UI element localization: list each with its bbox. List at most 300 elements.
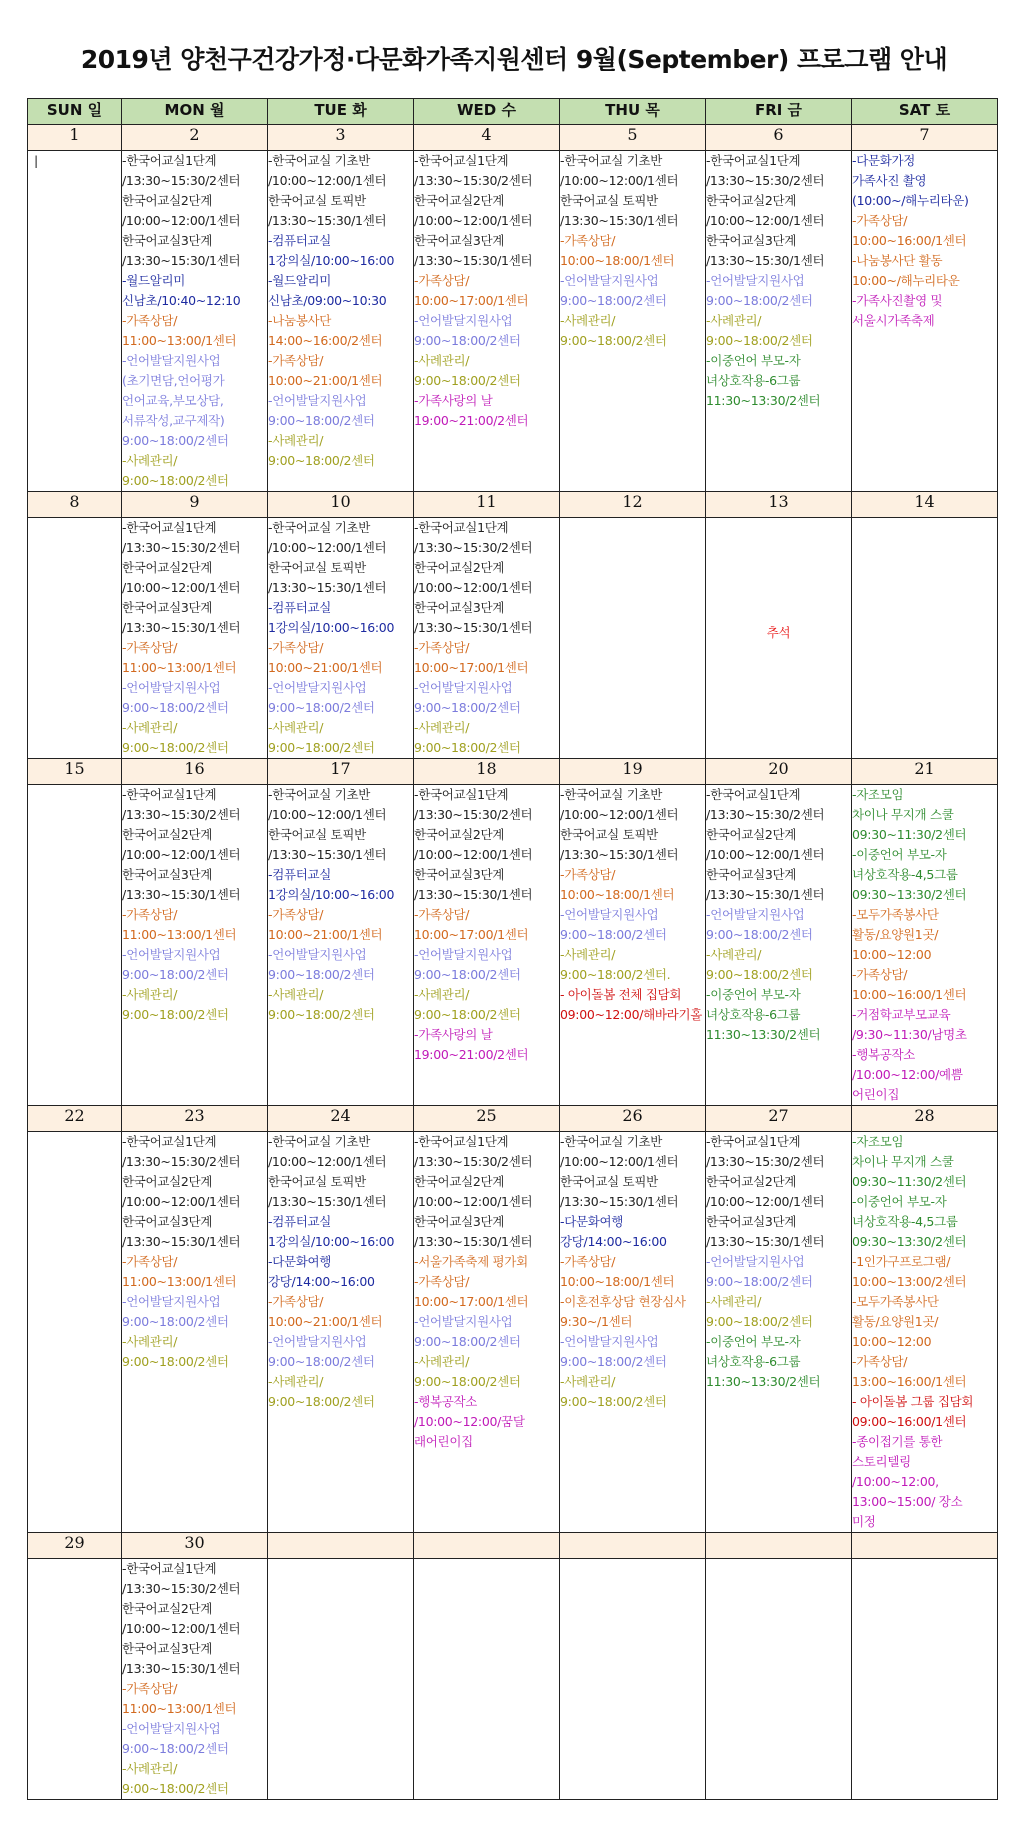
date-mon: 16 xyxy=(122,759,268,785)
event-line: 10:00~18:00/1센터 xyxy=(560,253,675,268)
day-cell-sun xyxy=(28,1132,122,1533)
event-line: -컴퓨터교실 xyxy=(268,600,332,615)
day-cell-tue xyxy=(268,151,414,492)
event-line: -사례관리/ xyxy=(414,987,470,1002)
event-line: 9:30~/1센터 xyxy=(560,1314,633,1329)
event-line: -언어발달지원사업 xyxy=(414,947,513,962)
header-sun: SUN 일 xyxy=(28,99,122,125)
event-line: -가족상담/ xyxy=(852,1354,908,1369)
event-line: 신남초/09:00~10:30 xyxy=(268,293,387,308)
day-cell-thu xyxy=(560,518,706,759)
header-fri: FRI 금 xyxy=(706,99,852,125)
event-line: 9:00~18:00/2센터 xyxy=(560,293,667,308)
date-wed: 11 xyxy=(414,492,560,518)
event-line: -한국어교실 기초반 xyxy=(560,153,663,168)
event-line: /10:00~12:00/꿈달 xyxy=(414,1414,525,1429)
event-line: /10:00~12:00/1센터 xyxy=(706,847,825,862)
event-line: -언어발달지원사업 xyxy=(268,393,367,408)
event-line: /13:30~15:30/2센터 xyxy=(122,540,241,555)
event-line: -나눔봉사단 xyxy=(268,313,332,328)
header-wed: WED 수 xyxy=(414,99,560,125)
event-line: 차이나 무지개 스쿨 xyxy=(852,807,954,822)
day-cell-thu xyxy=(560,785,706,1106)
day-cell-fri xyxy=(706,151,852,492)
event-line: /13:30~15:30/2센터 xyxy=(414,1154,533,1169)
event-line: /13:30~15:30/1센터 xyxy=(268,213,387,228)
event-line: /13:30~15:30/1센터 xyxy=(414,253,533,268)
event-line: 9:00~18:00/2센터 xyxy=(414,1334,521,1349)
event-line: /13:30~15:30/1센터 xyxy=(560,847,679,862)
event-line: 9:00~18:00/2센터 xyxy=(122,1314,229,1329)
event-line: /10:00~12:00/1센터 xyxy=(268,540,387,555)
event-line: /13:30~15:30/2센터 xyxy=(122,807,241,822)
event-line: -가족사랑의 날 xyxy=(414,1027,493,1042)
event-line: /13:30~15:30/2센터 xyxy=(706,1154,825,1169)
event-line: 11:00~13:00/1센터 xyxy=(122,660,237,675)
event-line: 10:00~12:00 xyxy=(852,1334,932,1349)
event-line: /13:30~15:30/2센터 xyxy=(122,1581,241,1596)
week-4-events-row xyxy=(28,1132,998,1533)
event-line: -이중언어 부모-자 xyxy=(852,1194,947,1209)
event-line: /13:30~15:30/2센터 xyxy=(414,173,533,188)
event-line: -언어발달지원사업 xyxy=(268,947,367,962)
event-line: -사례관리/ xyxy=(122,1334,178,1349)
event-line: -사례관리/ xyxy=(268,720,324,735)
event-line: 10:00~12:00 xyxy=(852,947,932,962)
event-line: -1인가구프로그램/ xyxy=(852,1254,951,1269)
day-cell-tue xyxy=(268,785,414,1106)
event-line: 9:00~18:00/2센터 xyxy=(560,1354,667,1369)
event-line: /13:30~15:30/1센터 xyxy=(268,847,387,862)
event-line: 1강의실/10:00~16:00 xyxy=(268,253,395,268)
event-line: 한국어교실2단계 xyxy=(122,560,213,575)
event-line: 09:30~13:30/2센터 xyxy=(852,1234,967,1249)
event-line: -언어발달지원사업 xyxy=(414,1314,513,1329)
day-cell-tue xyxy=(268,1132,414,1533)
week-4-date-row xyxy=(28,1106,998,1132)
event-line: 한국어교실3단계 xyxy=(122,233,213,248)
event-line: 9:00~18:00/2센터 xyxy=(268,967,375,982)
event-line: 9:00~18:00/2센터 xyxy=(414,373,521,388)
event-line: /13:30~15:30/2센터 xyxy=(122,173,241,188)
event-line: 13:00~16:00/1센터 xyxy=(852,1374,967,1389)
event-line: /13:30~15:30/2센터 xyxy=(122,1154,241,1169)
event-line: 9:00~18:00/2센터 xyxy=(414,700,521,715)
event-line: 한국어교실3단계 xyxy=(414,867,505,882)
event-line: 9:00~18:00/2센터 xyxy=(414,333,521,348)
event-line: -사례관리/ xyxy=(414,720,470,735)
event-line: -나눔봉사단 활동 xyxy=(852,253,943,268)
event-line: -이중언어 부모-자 xyxy=(706,1334,801,1349)
event-line: -가족사랑의 날 xyxy=(414,393,493,408)
event-line: -한국어교실1단계 xyxy=(706,1134,801,1149)
date-fri: 27 xyxy=(706,1106,852,1132)
event-line: /13:30~15:30/1센터 xyxy=(268,580,387,595)
event-line: -언어발달지원사업 xyxy=(414,680,513,695)
event-line: 10:00~21:00/1센터 xyxy=(268,927,383,942)
event-line: -가족상담/ xyxy=(560,233,616,248)
event-line: 한국어교실2단계 xyxy=(122,193,213,208)
date-sat: 7 xyxy=(852,125,998,151)
event-line: -한국어교실1단계 xyxy=(414,787,509,802)
event-line: -가족상담/ xyxy=(414,640,470,655)
event-line: -사례관리/ xyxy=(122,720,178,735)
event-line: -자조모임 xyxy=(852,1134,904,1149)
event-line: -사례관리/ xyxy=(414,1354,470,1369)
week-3-events-row xyxy=(28,785,998,1106)
event-line: -한국어교실1단계 xyxy=(122,787,217,802)
event-line: 가족사진 촬영 xyxy=(852,173,927,188)
date-wed: 25 xyxy=(414,1106,560,1132)
date-thu: 19 xyxy=(560,759,706,785)
event-line: /13:30~15:30/1센터 xyxy=(122,1661,241,1676)
event-line: -사례관리/ xyxy=(560,1374,616,1389)
day-cell-mon xyxy=(122,151,268,492)
event-line: -이중언어 부모-자 xyxy=(706,987,801,1002)
event-line: 서류작성,교구제작) xyxy=(122,413,225,428)
event-line: /10:00~12:00/1센터 xyxy=(268,807,387,822)
event-line: /10:00~12:00/1센터 xyxy=(560,173,679,188)
date-mon: 23 xyxy=(122,1106,268,1132)
event-line: 녀상호작용-6그룹 xyxy=(706,373,801,388)
event-line: /10:00~12:00/1센터 xyxy=(122,847,241,862)
event-line: - 아이돌봄 그룹 집담회 xyxy=(852,1394,974,1409)
event-line: 10:00~17:00/1센터 xyxy=(414,660,529,675)
event-line: -가족상담/ xyxy=(268,907,324,922)
event-line: 한국어교실2단계 xyxy=(706,1174,797,1189)
event-line: 10:00~16:00/1센터 xyxy=(852,987,967,1002)
event-line: /10:00~12:00/1센터 xyxy=(268,1154,387,1169)
event-line: -한국어교실 기초반 xyxy=(268,520,371,535)
event-line: 9:00~18:00/2센터 xyxy=(706,927,813,942)
event-line: -언어발달지원사업 xyxy=(560,273,659,288)
event-line: -가족상담/ xyxy=(122,640,178,655)
date-thu xyxy=(560,1533,706,1559)
event-line: /13:30~15:30/1센터 xyxy=(560,1194,679,1209)
event-line: -언어발달지원사업 xyxy=(560,907,659,922)
event-line: 한국어교실 토픽반 xyxy=(560,193,658,208)
event-line: /10:00~12:00, xyxy=(852,1474,939,1489)
date-fri: 13 xyxy=(706,492,852,518)
event-line: 한국어교실3단계 xyxy=(706,867,797,882)
event-line: -이혼전후상담 현장심사 xyxy=(560,1294,686,1309)
event-line: /10:00~12:00/1센터 xyxy=(706,1194,825,1209)
event-line: 한국어교실3단계 xyxy=(122,867,213,882)
event-line: 미정 xyxy=(852,1514,876,1529)
day-cell-thu xyxy=(560,151,706,492)
date-wed: 4 xyxy=(414,125,560,151)
event-line: /13:30~15:30/2센터 xyxy=(414,540,533,555)
event-line: -사례관리/ xyxy=(560,947,616,962)
event-line: 9:00~18:00/2센터 xyxy=(268,1394,375,1409)
date-sun: 8 xyxy=(28,492,122,518)
day-cell-sat xyxy=(852,1132,998,1533)
event-line: 9:00~18:00/2센터 xyxy=(122,740,229,755)
event-line: 1강의실/10:00~16:00 xyxy=(268,887,395,902)
date-mon: 9 xyxy=(122,492,268,518)
event-line: 래어린이집 xyxy=(414,1434,473,1449)
event-line: 9:00~18:00/2센터 xyxy=(706,333,813,348)
event-line: -언어발달지원사업 xyxy=(706,907,805,922)
event-line: 11:30~13:30/2센터 xyxy=(706,1374,821,1389)
event-line: /10:00~12:00/1센터 xyxy=(560,807,679,822)
event-line: -언어발달지원사업 xyxy=(414,313,513,328)
date-thu: 26 xyxy=(560,1106,706,1132)
event-line: -한국어교실1단계 xyxy=(122,1134,217,1149)
event-line: /10:00~12:00/예쁨 xyxy=(852,1067,963,1082)
event-line: 9:00~18:00/2센터 xyxy=(414,740,521,755)
event-line: /13:30~15:30/1센터 xyxy=(706,1234,825,1249)
event-line: (초기면담,언어평가 xyxy=(122,373,225,388)
day-cell-sat xyxy=(852,518,998,759)
date-fri: 6 xyxy=(706,125,852,151)
header-mon: MON 월 xyxy=(122,99,268,125)
event-line: 한국어교실 토픽반 xyxy=(268,827,366,842)
date-tue: 17 xyxy=(268,759,414,785)
event-line: 09:00~12:00/해바라기홀 xyxy=(560,1007,703,1022)
day-cell-fri xyxy=(706,518,852,759)
date-tue: 3 xyxy=(268,125,414,151)
date-tue: 24 xyxy=(268,1106,414,1132)
event-line: | xyxy=(34,153,38,168)
event-line: 19:00~21:00/2센터 xyxy=(414,1047,529,1062)
date-sat: 14 xyxy=(852,492,998,518)
event-line: 녀상호작용-4,5그룹 xyxy=(852,867,958,882)
date-sun: 1 xyxy=(28,125,122,151)
event-line: 14:00~16:00/2센터 xyxy=(268,333,383,348)
day-cell-sat xyxy=(852,151,998,492)
event-line: -가족상담/ xyxy=(122,1681,178,1696)
event-line: /13:30~15:30/1센터 xyxy=(122,253,241,268)
event-line: -한국어교실1단계 xyxy=(122,1561,217,1576)
event-line: /13:30~15:30/1센터 xyxy=(414,1234,533,1249)
event-line: -한국어교실 기초반 xyxy=(268,153,371,168)
event-line: 09:30~11:30/2센터 xyxy=(852,1174,967,1189)
event-line: /10:00~12:00/1센터 xyxy=(414,213,533,228)
event-line: /13:30~15:30/1센터 xyxy=(122,887,241,902)
event-line: -가족상담/ xyxy=(852,213,908,228)
date-tue xyxy=(268,1533,414,1559)
event-line: -사례관리/ xyxy=(706,947,762,962)
event-line: -컴퓨터교실 xyxy=(268,867,332,882)
week-2-date-row xyxy=(28,492,998,518)
calendar-table xyxy=(27,98,998,1800)
event-line: /10:00~12:00/1센터 xyxy=(122,213,241,228)
event-line: 10:00~21:00/1센터 xyxy=(268,660,383,675)
event-line: 한국어교실3단계 xyxy=(122,1214,213,1229)
event-line: 9:00~18:00/2센터 xyxy=(560,1394,667,1409)
event-line: 한국어교실2단계 xyxy=(414,560,505,575)
event-line: 한국어교실3단계 xyxy=(706,233,797,248)
event-line: /13:30~15:30/1센터 xyxy=(706,253,825,268)
event-line: 9:00~18:00/2센터 xyxy=(122,1781,229,1796)
event-line: 9:00~18:00/2센터 xyxy=(268,700,375,715)
event-line: -행복공작소 xyxy=(414,1394,478,1409)
date-fri xyxy=(706,1533,852,1559)
day-cell-fri xyxy=(706,785,852,1106)
event-line: -다문화가정 xyxy=(852,153,916,168)
event-line: /13:30~15:30/1센터 xyxy=(414,887,533,902)
event-line: 11:00~13:00/1센터 xyxy=(122,333,237,348)
event-line: 10:00~21:00/1센터 xyxy=(268,1314,383,1329)
event-line: 활동/요양원1곳/ xyxy=(852,1314,939,1329)
event-line: -한국어교실1단계 xyxy=(414,520,509,535)
event-line: 9:00~18:00/2센터 xyxy=(706,1274,813,1289)
event-line: -한국어교실1단계 xyxy=(706,787,801,802)
event-line: -가족상담/ xyxy=(852,967,908,982)
event-line: 10:00~18:00/1센터 xyxy=(560,887,675,902)
event-line: 1강의실/10:00~16:00 xyxy=(268,1234,395,1249)
event-line: -사례관리/ xyxy=(268,1374,324,1389)
day-cell-tue xyxy=(268,518,414,759)
event-line: /13:30~15:30/1센터 xyxy=(560,213,679,228)
event-line: 한국어교실3단계 xyxy=(706,1214,797,1229)
event-line: 한국어교실2단계 xyxy=(122,1601,213,1616)
date-sat: 21 xyxy=(852,759,998,785)
event-line: 활동/요양원1곳/ xyxy=(852,927,939,942)
event-line: - 아이돌봄 전체 집담회 xyxy=(560,987,682,1002)
day-cell-sat xyxy=(852,785,998,1106)
date-sat: 28 xyxy=(852,1106,998,1132)
event-line: -자조모임 xyxy=(852,787,904,802)
event-line: -가족상담/ xyxy=(414,1274,470,1289)
event-line: 9:00~18:00/2센터 xyxy=(414,967,521,982)
event-line: 13:00~15:00/ 장소 xyxy=(852,1494,963,1509)
event-line: 9:00~18:00/2센터 xyxy=(268,1007,375,1022)
event-line: 9:00~18:00/2센터 xyxy=(414,1374,521,1389)
event-line: 어린이집 xyxy=(852,1087,900,1102)
event-line: 9:00~18:00/2센터 xyxy=(706,1314,813,1329)
event-line: -가족상담/ xyxy=(122,907,178,922)
event-line: /10:00~12:00/1센터 xyxy=(414,580,533,595)
event-line: 10:00~17:00/1센터 xyxy=(414,293,529,308)
date-fri: 20 xyxy=(706,759,852,785)
event-line: /10:00~12:00/1센터 xyxy=(122,580,241,595)
event-line: 9:00~18:00/2센터. xyxy=(560,967,671,982)
event-line: 9:00~18:00/2센터 xyxy=(268,1354,375,1369)
event-line: -거점학교부모교육 xyxy=(852,1007,951,1022)
event-line: (10:00~/해누리타운) xyxy=(852,193,969,208)
event-line: /10:00~12:00/1센터 xyxy=(122,1194,241,1209)
week-3-date-row xyxy=(28,759,998,785)
date-thu: 12 xyxy=(560,492,706,518)
event-line: 9:00~18:00/2센터 xyxy=(560,333,667,348)
date-sun: 29 xyxy=(28,1533,122,1559)
event-line: -언어발달지원사업 xyxy=(268,680,367,695)
event-line: 녀상호작용-6그룹 xyxy=(706,1354,801,1369)
event-line: -언어발달지원사업 xyxy=(560,1334,659,1349)
day-cell-mon xyxy=(122,1559,268,1800)
event-line: -언어발달지원사업 xyxy=(122,1294,221,1309)
event-line: -한국어교실 기초반 xyxy=(268,787,371,802)
day-cell-wed xyxy=(414,1559,560,1800)
event-line: 한국어교실3단계 xyxy=(414,1214,505,1229)
event-line: -언어발달지원사업 xyxy=(268,1334,367,1349)
event-line: 신남초/10:40~12:10 xyxy=(122,293,241,308)
day-cell-sat xyxy=(852,1559,998,1800)
week-1-date-row xyxy=(28,125,998,151)
event-line: 9:00~18:00/2센터 xyxy=(560,927,667,942)
event-line: 9:00~18:00/2센터 xyxy=(122,473,229,488)
date-tue: 10 xyxy=(268,492,414,518)
day-cell-mon xyxy=(122,785,268,1106)
event-line: -다문화여행 xyxy=(268,1254,332,1269)
event-line: 10:00~17:00/1센터 xyxy=(414,1294,529,1309)
event-line: 한국어교실3단계 xyxy=(122,600,213,615)
event-line: 한국어교실2단계 xyxy=(706,193,797,208)
day-cell-tue xyxy=(268,1559,414,1800)
event-line: 9:00~18:00/2센터 xyxy=(706,293,813,308)
day-cell-fri xyxy=(706,1132,852,1533)
date-sat xyxy=(852,1533,998,1559)
week-5-events-row xyxy=(28,1559,998,1800)
event-line: 09:00~16:00/1센터 xyxy=(852,1414,967,1429)
event-line: -이중언어 부모-자 xyxy=(706,353,801,368)
event-line: 10:00~21:00/1센터 xyxy=(268,373,383,388)
event-line: 9:00~18:00/2센터 xyxy=(122,1741,229,1756)
event-line: 09:30~13:30/2센터 xyxy=(852,887,967,902)
event-line: /10:00~12:00/1센터 xyxy=(706,213,825,228)
event-line: 녀상호작용-6그룹 xyxy=(706,1007,801,1022)
event-line: 9:00~18:00/2센터 xyxy=(122,433,229,448)
event-line: -사례관리/ xyxy=(122,453,178,468)
event-line: 9:00~18:00/2센터 xyxy=(268,413,375,428)
event-line: 11:00~13:00/1센터 xyxy=(122,927,237,942)
week-1-events-row xyxy=(28,151,998,492)
event-line: 강당/14:00~16:00 xyxy=(268,1274,375,1289)
event-line: -월드알리미 xyxy=(122,273,186,288)
event-line: 9:00~18:00/2센터 xyxy=(122,1007,229,1022)
event-line: 한국어교실2단계 xyxy=(414,193,505,208)
day-cell-mon xyxy=(122,1132,268,1533)
event-line: /13:30~15:30/1센터 xyxy=(268,1194,387,1209)
event-line: -행복공작소 xyxy=(852,1047,916,1062)
event-line: /10:00~12:00/1센터 xyxy=(122,1621,241,1636)
event-line: -컴퓨터교실 xyxy=(268,1214,332,1229)
event-line: 10:00~16:00/1센터 xyxy=(852,233,967,248)
event-line: 9:00~18:00/2센터 xyxy=(122,1354,229,1369)
event-line: 11:30~13:30/2센터 xyxy=(706,1027,821,1042)
day-cell-sun xyxy=(28,1559,122,1800)
event-line: 한국어교실2단계 xyxy=(122,827,213,842)
date-wed: 18 xyxy=(414,759,560,785)
event-line: /13:30~15:30/2센터 xyxy=(414,807,533,822)
day-cell-thu xyxy=(560,1559,706,1800)
week-5-date-row xyxy=(28,1533,998,1559)
event-line: -가족상담/ xyxy=(414,907,470,922)
event-line: 한국어교실3단계 xyxy=(122,1641,213,1656)
event-line: 11:00~13:00/1센터 xyxy=(122,1701,237,1716)
event-line: -모두가족봉사단 xyxy=(852,907,939,922)
date-mon: 2 xyxy=(122,125,268,151)
event-line: 한국어교실3단계 xyxy=(414,233,505,248)
event-line: -사례관리/ xyxy=(122,987,178,1002)
event-line: 1강의실/10:00~16:00 xyxy=(268,620,395,635)
event-line: 녀상호작용-4,5그룹 xyxy=(852,1214,958,1229)
day-cell-thu xyxy=(560,1132,706,1533)
event-line: 한국어교실 토픽반 xyxy=(560,1174,658,1189)
event-line: -한국어교실1단계 xyxy=(414,1134,509,1149)
event-line: -사례관리/ xyxy=(268,987,324,1002)
event-line: -가족상담/ xyxy=(268,353,324,368)
event-line: 스토리텔링 xyxy=(852,1454,911,1469)
event-line: -가족상담/ xyxy=(268,640,324,655)
event-line: /10:00~12:00/1센터 xyxy=(560,1154,679,1169)
event-line: -한국어교실 기초반 xyxy=(560,787,663,802)
event-line: -한국어교실 기초반 xyxy=(560,1134,663,1149)
event-line: 한국어교실2단계 xyxy=(414,827,505,842)
event-line: 10:00~13:00/2센터 xyxy=(852,1274,967,1289)
